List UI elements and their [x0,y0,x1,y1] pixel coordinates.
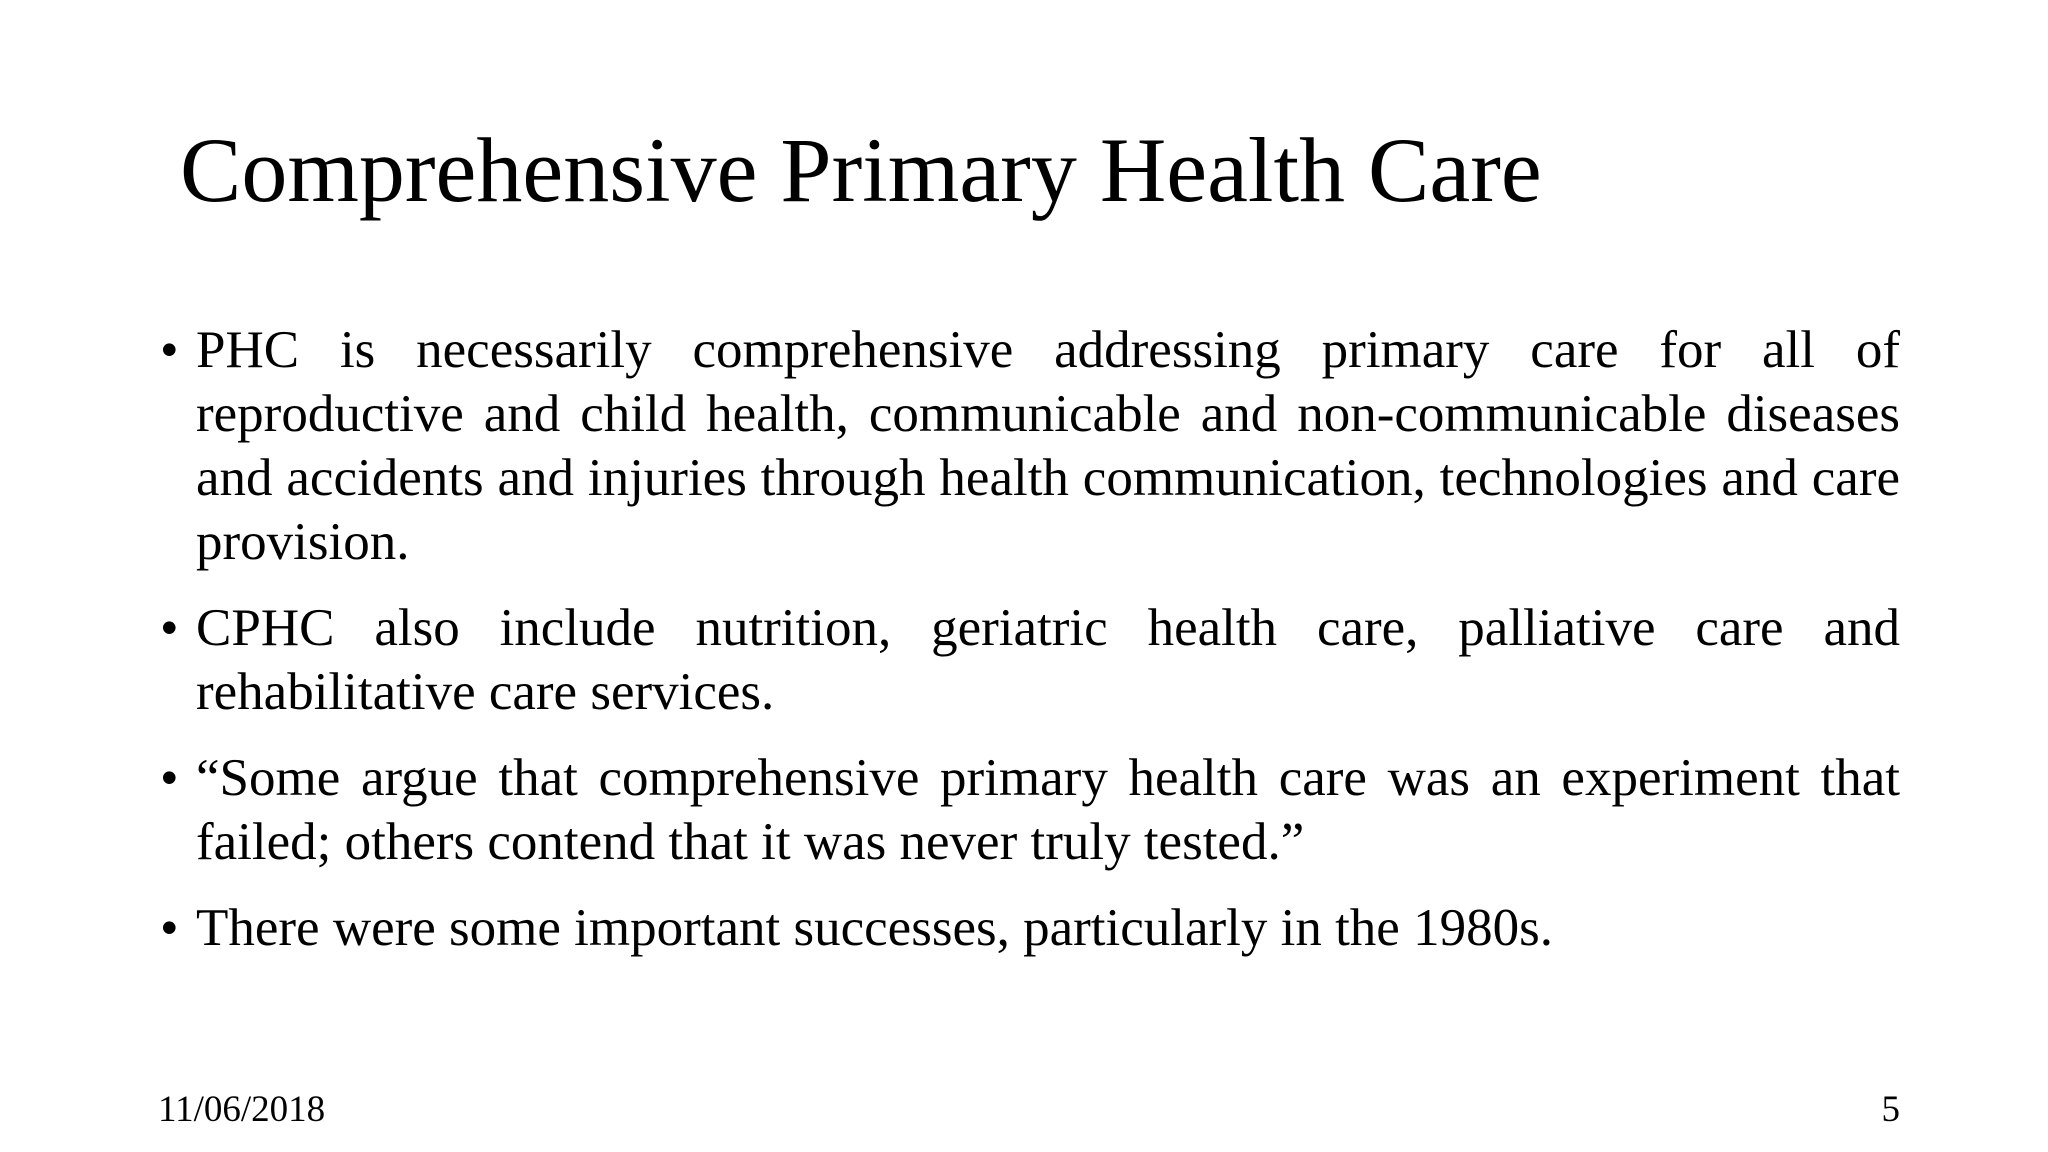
footer-date: 11/06/2018 [158,1089,326,1130]
bullet-text: PHC is necessarily comprehensive addressing primary care for all of reproductive and child health, communicable and non-communicable diseases and accidents and injuries through health communication, technologies and care provision. [196,321,1900,571]
bullet-list [160,318,1900,982]
bullet-text: “Some argue that comprehensive primary health care was an experiment that failed; others contend that it was never truly tested.” [196,749,1900,871]
bullet-mark: • [160,321,179,379]
footer-page-number: 5 [1881,1089,1900,1130]
bullet-text: There were some important successes, particularly in the 1980s. [196,899,1553,957]
bullet-item [160,896,1900,960]
bullet-text: CPHC also include nutrition, geriatric health care, palliative care and rehabilitative care services. [196,599,1900,721]
bullet-mark: • [160,599,179,657]
slide-title: Comprehensive Primary Health Care [180,119,1542,221]
bullet-item [160,746,1900,874]
bullet-mark: • [160,899,179,957]
bullet-item [160,318,1900,574]
bullet-mark: • [160,749,179,807]
bullet-item [160,596,1900,724]
